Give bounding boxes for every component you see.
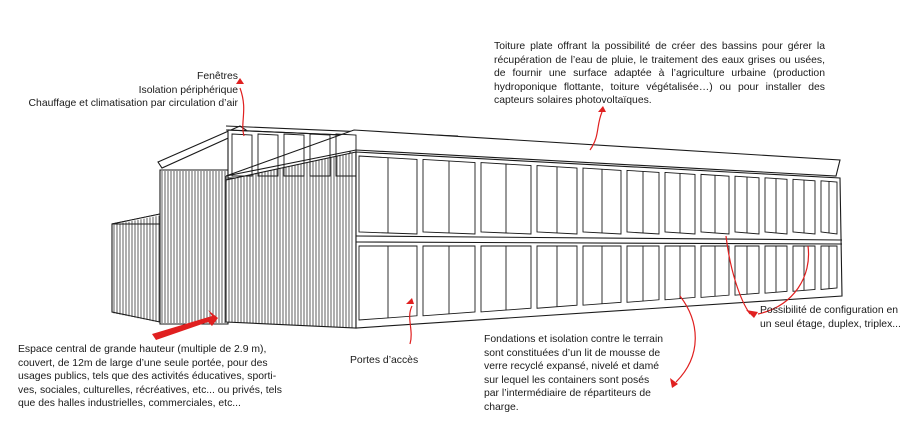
main-block-front-left xyxy=(226,152,356,328)
central-space-annotation: Espace central de grande hauteur (multiple de 2.9 m), couvert, de 12m de large d’une seule portée, pour des usages publics, tels que des activités éducatives, sporti- ves, sociales, culturelles, récréatives, etc... ou privés, tels que des halles industrielles, commerciales, etc... xyxy=(18,344,282,410)
configuration-annotation: Possibilité de configuration en un seul étage, duplex, triplex... xyxy=(760,305,901,330)
foundations-annotation: Fondations et isolation contre le terrain sont constituées d’un lit de mousse de verre recyclé expansé, nivelé et damé sur lequel les containers sont posés par l’intermédiaire de répartiteurs de charge. xyxy=(484,334,664,413)
doors-annotation: Portes d’accès xyxy=(350,355,419,366)
arrowhead-config xyxy=(746,310,758,318)
envelope-annotation: Fenêtres Isolation périphérique Chauffage et climatisation par circulation d’air xyxy=(28,71,238,110)
mid-block xyxy=(160,170,228,324)
arrow-foundations xyxy=(676,296,695,382)
roof-annotation: Toiture plate offrant la possibilité de créer des bassins pour gérer la récupération de l’eau de pluie, le traitement des eaux grises ou usées, de fournir une surface adaptée à l’agriculture urbaine (production hydroponique flottante, toiture végétalisée…) ou pour installer des capteurs solaires photovoltaïques. xyxy=(494,41,825,107)
